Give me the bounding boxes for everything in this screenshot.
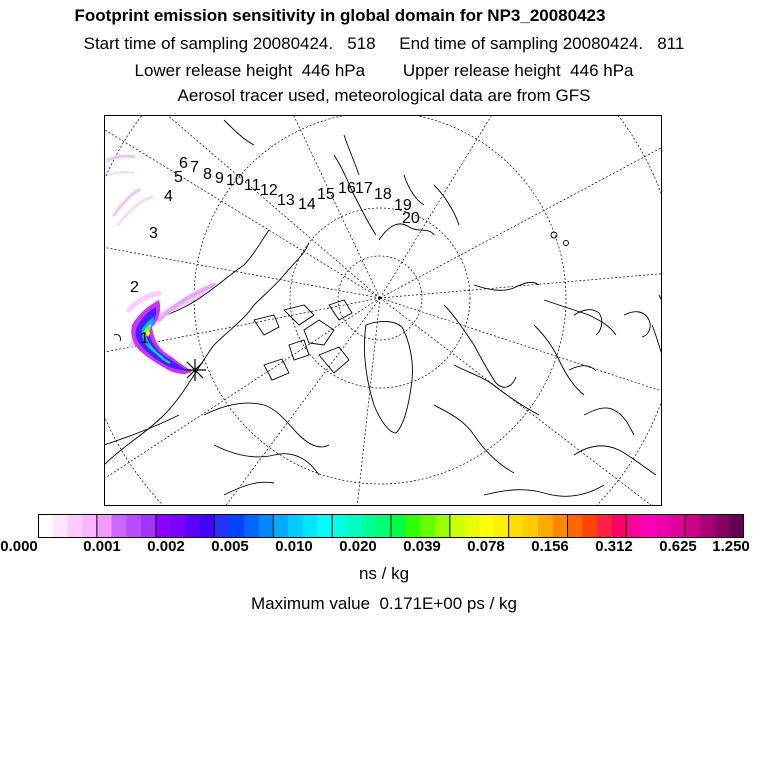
day-label: 14 (298, 196, 316, 213)
colorbar-swatch (38, 514, 53, 538)
colorbar-swatch (97, 514, 112, 538)
day-label: 1 (140, 330, 149, 347)
tick-label: 0.312 (595, 538, 633, 555)
colorbar-swatch (229, 514, 244, 538)
colorbar-swatch (332, 514, 347, 538)
colorbar-swatch (406, 514, 421, 538)
colorbar-swatch (303, 514, 318, 538)
colorbar-swatch (391, 514, 406, 538)
colorbar-swatch (259, 514, 274, 538)
colorbar-swatch (170, 514, 185, 538)
day-label: 6 (179, 155, 188, 172)
day-label: 2 (130, 279, 139, 296)
day-label: 7 (190, 159, 199, 176)
map-title: Footprint emission sensitivity in global domain for NP3_20080423 (74, 6, 606, 25)
day-label: 15 (317, 186, 335, 203)
colorbar-swatch (612, 514, 627, 538)
day-label: 16 (338, 180, 356, 197)
day-label: 13 (277, 192, 295, 209)
colorbar-swatch (420, 514, 435, 538)
day-label: 10 (226, 172, 244, 189)
colorbar-swatch (523, 514, 538, 538)
colorbar (38, 514, 744, 538)
colorbar-swatch (126, 514, 141, 538)
day-label: 19 (394, 197, 412, 214)
colorbar-swatch (215, 514, 230, 538)
tick-label: 0.000 (0, 538, 38, 555)
colorbar-swatch (700, 514, 715, 538)
tick-label: 0.001 (83, 538, 121, 555)
colorbar-swatch (715, 514, 730, 538)
colorbar-swatch (670, 514, 685, 538)
colorbar-swatch (641, 514, 656, 538)
colorbar-swatch (112, 514, 127, 538)
tick-label: 0.156 (531, 538, 569, 555)
colorbar-swatch (656, 514, 671, 538)
colorbar-swatch (376, 514, 391, 538)
tick-label: 0.020 (339, 538, 377, 555)
colorbar-swatch (347, 514, 362, 538)
colorbar-swatch (729, 514, 744, 538)
colorbar-swatch (568, 514, 583, 538)
colorbar-swatch (553, 514, 568, 538)
day-label: 8 (203, 166, 212, 183)
day-label: 4 (164, 188, 173, 205)
tick-label: 0.002 (147, 538, 185, 555)
tick-label: 0.039 (403, 538, 441, 555)
colorbar-swatch (244, 514, 259, 538)
colorbar-unit: ns / kg (358, 564, 410, 583)
colorbar-swatch (465, 514, 480, 538)
colorbar-swatch (53, 514, 68, 538)
colorbar-swatch (200, 514, 215, 538)
colorbar-swatch (141, 514, 156, 538)
release-height-line: Lower release height 446 hPa Upper release height 446 hPa (134, 61, 634, 80)
colorbar-swatch (509, 514, 524, 538)
colorbar-swatch (538, 514, 553, 538)
colorbar-swatch (185, 514, 200, 538)
colorbar-swatch (273, 514, 288, 538)
colorbar-swatch (156, 514, 171, 538)
colorbar-swatch (362, 514, 377, 538)
maximum-value: Maximum value 0.171E+00 ps / kg (251, 594, 517, 613)
day-label: 11 (244, 177, 261, 194)
colorbar-swatch (597, 514, 612, 538)
day-label: 12 (260, 182, 278, 199)
day-label: 3 (149, 225, 158, 242)
day-label: 17 (355, 180, 373, 197)
day-label: 5 (174, 169, 183, 186)
colorbar-swatch (582, 514, 597, 538)
day-label: 18 (374, 186, 392, 203)
sampling-time-line: Start time of sampling 20080424. 518 End time of sampling 20080424. 811 (83, 34, 685, 53)
tick-label: 1.250 (712, 538, 750, 555)
asterisk-icon (184, 359, 206, 381)
tick-label: 0.078 (467, 538, 505, 555)
day-label: 20 (402, 210, 420, 227)
tick-label: 0.625 (659, 538, 697, 555)
colorbar-swatch (82, 514, 97, 538)
tick-label: 0.005 (211, 538, 249, 555)
polar-map (104, 115, 662, 506)
tracer-info-line: Aerosol tracer used, meteorological data are from GFS (177, 86, 591, 105)
colorbar-swatch (626, 514, 641, 538)
colorbar-swatch (288, 514, 303, 538)
colorbar-swatch (494, 514, 509, 538)
colorbar-swatch (479, 514, 494, 538)
colorbar-swatch (450, 514, 465, 538)
colorbar-swatch (67, 514, 82, 538)
colorbar-swatch (435, 514, 450, 538)
day-label: 9 (215, 170, 224, 187)
tick-label: 0.010 (275, 538, 313, 555)
colorbar-swatch (685, 514, 700, 538)
colorbar-swatch (317, 514, 332, 538)
